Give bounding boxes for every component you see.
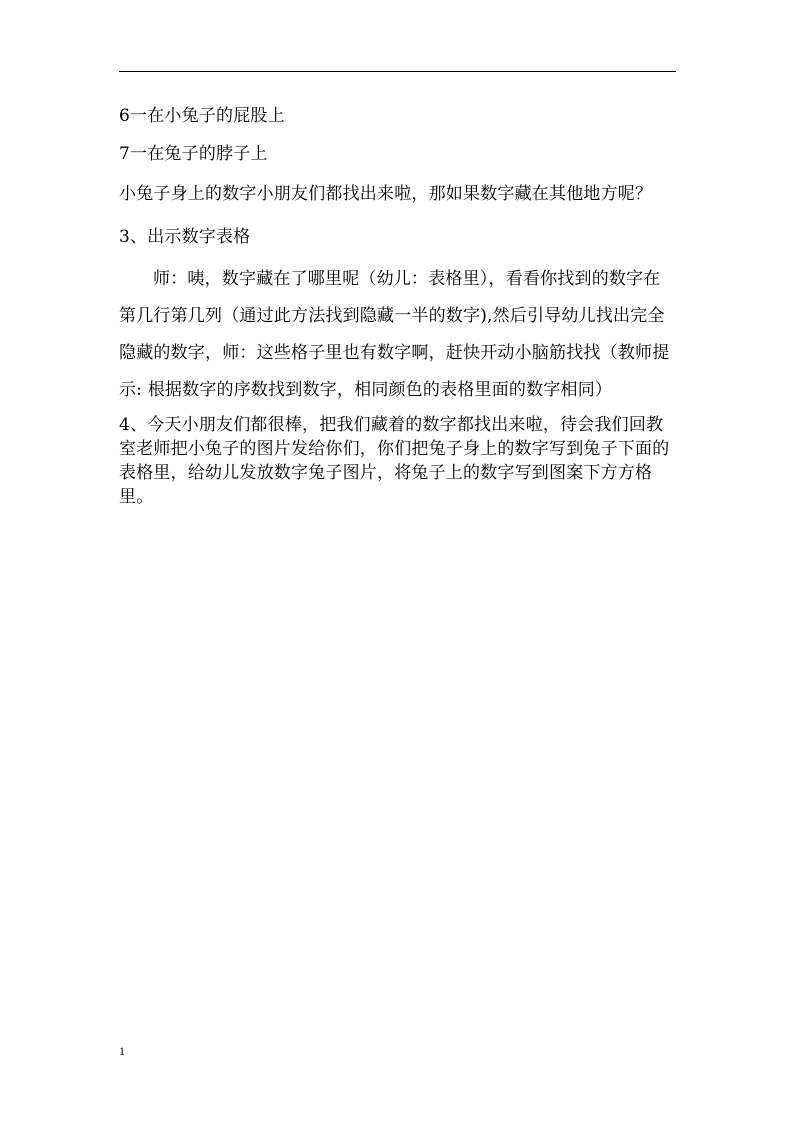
header-rule bbox=[119, 71, 676, 72]
paragraph-7: 7一在兔子的脖子上 bbox=[119, 144, 268, 164]
paragraph-table-activity: 师：咦，数字藏在了哪里呢（幼儿：表格里），看看你找到的数字在第几行第几列（通过此方法找到隐藏一半的数字),然后引导幼儿找出完全隐藏的数字，师：这些格子里也有数字啊，赶快开动小脑筋找找（教师提示: 根据数字的序数找到数字，相同颜色的表格里面的数字相同） bbox=[119, 269, 670, 400]
document-body bbox=[119, 100, 676, 509]
paragraph-6: 6一在小兔子的屁股上 bbox=[119, 106, 285, 126]
paragraph-found-numbers: 小兔子身上的数字小朋友们都找出来啦，那如果数字藏在其他地方呢？ bbox=[119, 184, 653, 204]
page-number: 1 bbox=[119, 1044, 125, 1058]
paragraph-section-4: 4、今天小朋友们都很棒，把我们藏着的数字都找出来啦，待会我们回教室老师把小兔子的图片发给你们，你们把兔子身上的数字写到兔子下面的表格里，给幼儿发放数字兔子图片，将兔子上的数字写到图案下方方格里。 bbox=[119, 415, 670, 507]
section-heading-3: 3、出示数字表格 bbox=[119, 227, 251, 247]
